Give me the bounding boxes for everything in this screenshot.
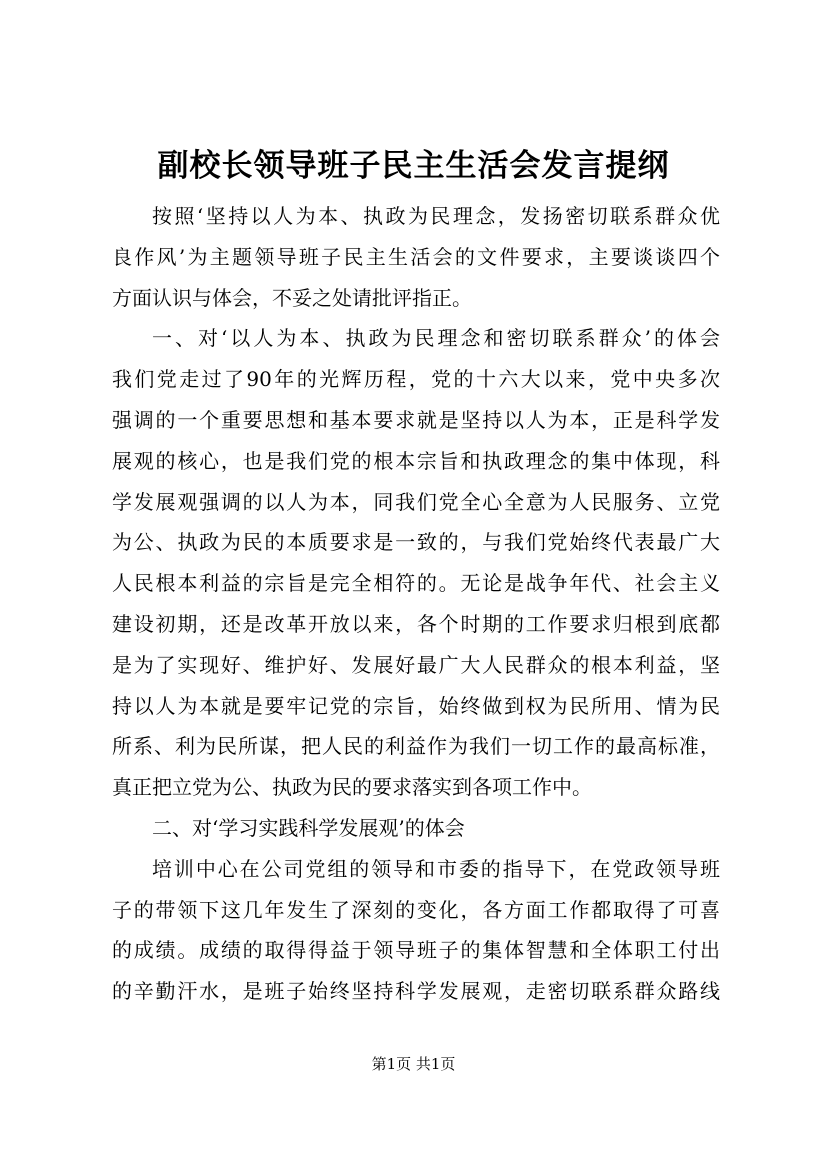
- text-line: 为公、执政为民的本质要求是一致的，与我们党始终代表最广大: [112, 530, 720, 555]
- text-line: 强调的一个重要思想和基本要求就是坚持以人为本，正是科学发: [112, 407, 720, 432]
- page-footer: 第1页 共1页: [371, 1055, 456, 1073]
- text-line: 展观的核心，也是我们党的根本宗旨和执政理念的集中体现，科: [112, 448, 720, 473]
- text-line: 学发展观强调的以人为本，同我们党全心全意为人民服务、立党: [112, 489, 720, 514]
- text-line: 持以人为本就是要牢记党的宗旨，始终做到权为民所用、情为民: [112, 693, 720, 718]
- text-line: 所系、利为民所谋，把人民的利益作为我们一切工作的最高标准，: [112, 734, 720, 759]
- text-line: 按照‘坚持以人为本、执政为民理念，发扬密切联系群众优: [152, 204, 720, 228]
- text-line: 一、对‘以人为本、执政为民理念和密切联系群众’的体会: [152, 326, 720, 351]
- text-line: 方面认识与体会，不妥之处请批评指正。: [112, 285, 472, 310]
- text-line: 二、对‘学习实践科学发展观’的体会: [152, 815, 465, 840]
- text-line: 的辛勤汗水，是班子始终坚持科学发展观，走密切联系群众路线: [112, 979, 720, 1004]
- text-line: 子的带领下这几年发生了深刻的变化，各方面工作都取得了可喜: [112, 897, 720, 922]
- text-line: 人民根本利益的宗旨是完全相符的。无论是战争年代、社会主义: [112, 571, 720, 596]
- text-line: 良作风’为主题领导班子民主生活会的文件要求，主要谈谈四个: [112, 244, 720, 269]
- text-line: 我们党走过了90年的光辉历程，党的十六大以来，党中央多次: [112, 367, 720, 392]
- text-line: 的成绩。成绩的取得得益于领导班子的集体智慧和全体职工付出: [112, 938, 720, 963]
- text-line: 建设初期，还是改革开放以来，各个时期的工作要求归根到底都: [112, 611, 720, 636]
- text-line: 真正把立党为公、执政为民的要求落实到各项工作中。: [112, 775, 592, 800]
- document-title: 副校长领导班子民主生活会发言提纲: [157, 148, 670, 184]
- text-line: 是为了实现好、维护好、发展好最广大人民群众的根本利益，坚: [112, 652, 720, 677]
- document-body: [112, 196, 720, 1012]
- text-line: 培训中心在公司党组的领导和市委的指导下，在党政领导班: [152, 856, 720, 881]
